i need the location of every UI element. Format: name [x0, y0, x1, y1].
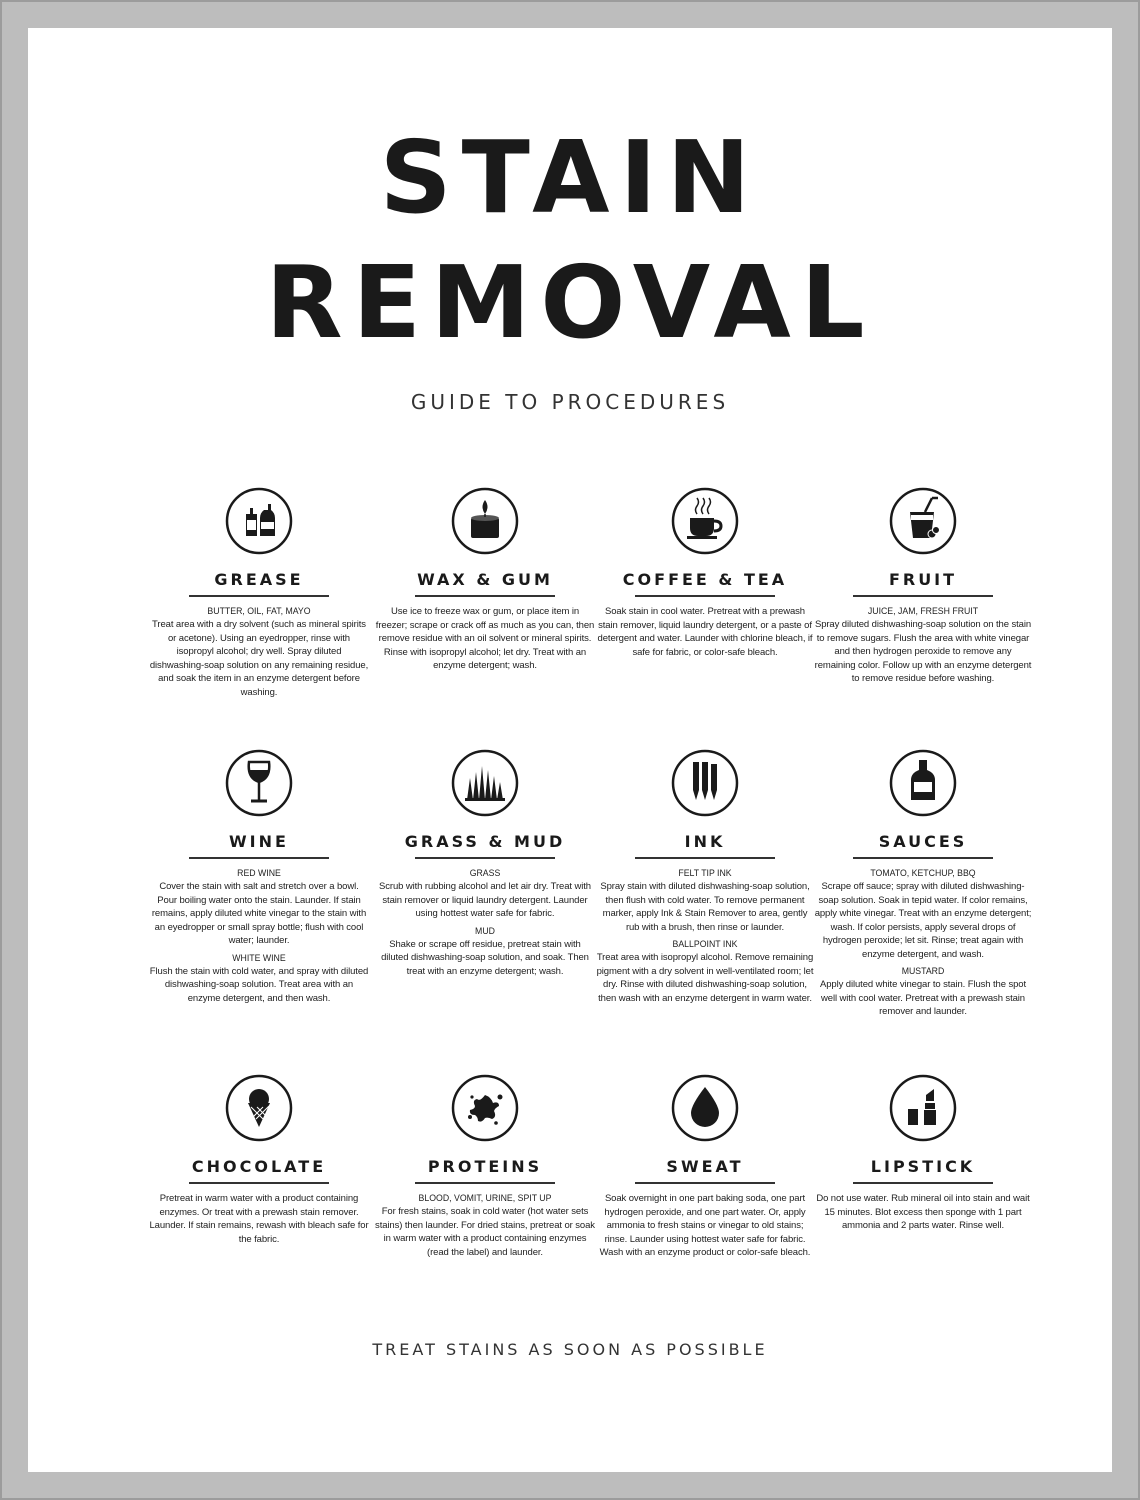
sweat-text: Soak overnight in one part baking soda, one part hydrogen peroxide, and one part water. Or, apply ammonia to fresh stains or vinegar to old stains; rinse. Launder using hottest water safe for fabric. Wash with an enzyme product or color-safe bleach. [599, 1193, 811, 1258]
proteins-text: For fresh stains, soak in cold water (hot water sets stains) then launder. For dried stains, pretreat or soak in warm water with a product containing enzymes (read the label) and launder. [375, 1206, 595, 1258]
poster [28, 28, 1112, 1472]
ink-text-2: Treat area with isopropyl alcohol. Remove remaining pigment with a dry solvent in well-ventilated room; let dry. Rinse with diluted dishwashing-soap solution, then wash with an enzyme detergent in warm water. [596, 952, 814, 1004]
ice-cream-cone-icon [224, 1073, 294, 1143]
wine-text-1: Cover the stain with salt and stretch over a bowl. Pour boiling water onto the stain. Launder. If stain remains, apply diluted white vinegar to the stain with an eyedropper or small spray bottle; flush with cool water; launder. [151, 881, 367, 946]
divider [635, 857, 775, 859]
divider [853, 595, 993, 597]
wax-section [375, 486, 595, 673]
ink-subtitle-2: BALLPOINT INK [672, 939, 738, 950]
sauces-subtitle-2: MUSTARD [901, 966, 945, 977]
lipstick-text: Do not use water. Rub mineral oil into stain and wait 15 minutes. Blot excess then sponge with 1 part ammonia and 2 parts water. Rinse well. [816, 1193, 1030, 1231]
fruit-name: FRUIT [888, 570, 958, 589]
wine-text-2: Flush the stain with cold water, and spray with diluted dishwashing-soap solution. Treat area with an enzyme detergent, and then wash. [149, 965, 369, 1004]
grass-icon [450, 748, 520, 818]
divider [189, 1182, 329, 1184]
grease-subtitle: BUTTER, OIL, FAT, MAYO [207, 606, 311, 617]
divider [415, 1182, 555, 1184]
pens-icon [670, 748, 740, 818]
wax-name: WAX & GUM [417, 570, 553, 589]
grass-subtitle-2: MUD [475, 925, 495, 937]
grass-subtitle-1: GRASS [469, 868, 501, 879]
sauces-text-1: Scrape off sauce; spray with diluted dishwashing-soap solution. Soak in tepid water. If color remains, apply white vinegar. Treat with an enzyme detergent; wash. If color persists, apply several drops of hydrogen peroxide; let sit. Rinse; treat again with enzyme detergent, and wash. [814, 881, 1032, 960]
grease-text: Treat area with a dry solvent (such as mineral spirits or acetone). Using an eyedropper, rinse with isopropyl alcohol; dry well. Spray diluted dishwashing-soap solution on any remaining residue, and soak the item in an enzyme detergent before washing. [149, 619, 369, 698]
grass-text-2: Shake or scrape off residue, pretreat stain with diluted dishwashing-soap solution, and soak. Then treat with an enzyme detergent; wash. [381, 938, 589, 977]
sauces-section [813, 748, 1033, 1019]
coffee-cup-icon [670, 486, 740, 556]
ink-name: INK [684, 832, 726, 851]
footer-note: TREAT STAINS AS SOON AS POSSIBLE [372, 1340, 768, 1359]
divider [415, 857, 555, 859]
coffee-text: Soak stain in cool water. Pretreat with a prewash stain remover, liquid laundry detergent, or a paste of detergent and water. Launder with chlorine bleach, if safe for fabric, or color-safe bleach. [597, 606, 813, 658]
wine-subtitle-2: WHITE WINE [232, 952, 286, 964]
divider [853, 857, 993, 859]
sweat-name: SWEAT [666, 1157, 744, 1176]
coffee-name: COFFEE & TEA [622, 570, 788, 589]
fruit-section [813, 486, 1033, 686]
candle-icon [450, 486, 520, 556]
divider [635, 1182, 775, 1184]
splatter-icon [450, 1073, 520, 1143]
wine-name: WINE [229, 832, 289, 851]
proteins-name: PROTEINS [427, 1157, 543, 1176]
ink-subtitle-1: FELT TIP INK [678, 868, 732, 879]
divider [853, 1182, 993, 1184]
grease-section [149, 486, 369, 699]
water-drop-icon [670, 1073, 740, 1143]
proteins-subtitle: BLOOD, VOMIT, URINE, SPIT UP [418, 1193, 552, 1204]
fruit-subtitle: JUICE, JAM, FRESH FRUIT [867, 606, 979, 617]
divider [635, 595, 775, 597]
coffee-section [595, 486, 815, 659]
subtitle: GUIDE TO PROCEDURES [410, 390, 730, 414]
lipstick-name: LIPSTICK [870, 1157, 976, 1176]
divider [415, 595, 555, 597]
sauce-bottle-icon [888, 748, 958, 818]
ink-section [595, 748, 815, 1005]
sauces-subtitle-1: TOMATO, KETCHUP, BBQ [870, 868, 976, 879]
wine-section [149, 748, 369, 1005]
chocolate-section [149, 1073, 369, 1246]
grass-section [375, 748, 595, 978]
lipstick-section [813, 1073, 1033, 1233]
title-line-1: STAIN [379, 119, 761, 236]
sauces-name: SAUCES [878, 832, 968, 851]
sauces-text-2: Apply diluted white vinegar to stain. Flush the spot well with cool water. Pretreat with a prewash stain remover and launder. [819, 979, 1027, 1017]
title-line-2: REMOVAL [265, 244, 875, 361]
wine-glass-icon [224, 748, 294, 818]
ink-text-1: Spray stain with diluted dishwashing-soap solution, then flush with cold water. To remove permanent marker, apply Ink & Stain Remover to area, gently rub with a brush, then rinse or launder. [600, 881, 810, 933]
fruit-text: Spray diluted dishwashing-soap solution on the stain to remove sugars. Flush the area with white vinegar and then hydrogen peroxide to remove any remaining color. Follow up with an enzyme detergent to remove residue before washing. [814, 619, 1032, 684]
divider [189, 595, 329, 597]
chocolate-name: CHOCOLATE [191, 1157, 327, 1176]
proteins-section [375, 1073, 595, 1259]
wax-text: Use ice to freeze wax or gum, or place item in freezer; scrape or crack off as much as you can, then remove residue with an oil solvent or mineral spirits. Rinse with isopropyl alcohol; let dry. Treat with an enzyme detergent; wash. [375, 606, 595, 671]
grease-name: GREASE [214, 570, 304, 589]
fruit-drink-icon [888, 486, 958, 556]
chocolate-text: Pretreat in warm water with a product containing enzymes. Or treat with a prewash stain remover. Launder. If stain remains, rewash with bleach safe for the fabric. [149, 1193, 369, 1245]
grass-name: GRASS & MUD [404, 832, 566, 851]
bottles-icon [224, 486, 294, 556]
wine-subtitle-1: RED WINE [237, 868, 281, 879]
grass-text-1: Scrub with rubbing alcohol and let air dry. Treat with stain remover or liquid laundry detergent. Launder using hottest water safe for fabric. [379, 881, 591, 919]
lipstick-icon [888, 1073, 958, 1143]
divider [189, 857, 329, 859]
sweat-section [595, 1073, 815, 1260]
